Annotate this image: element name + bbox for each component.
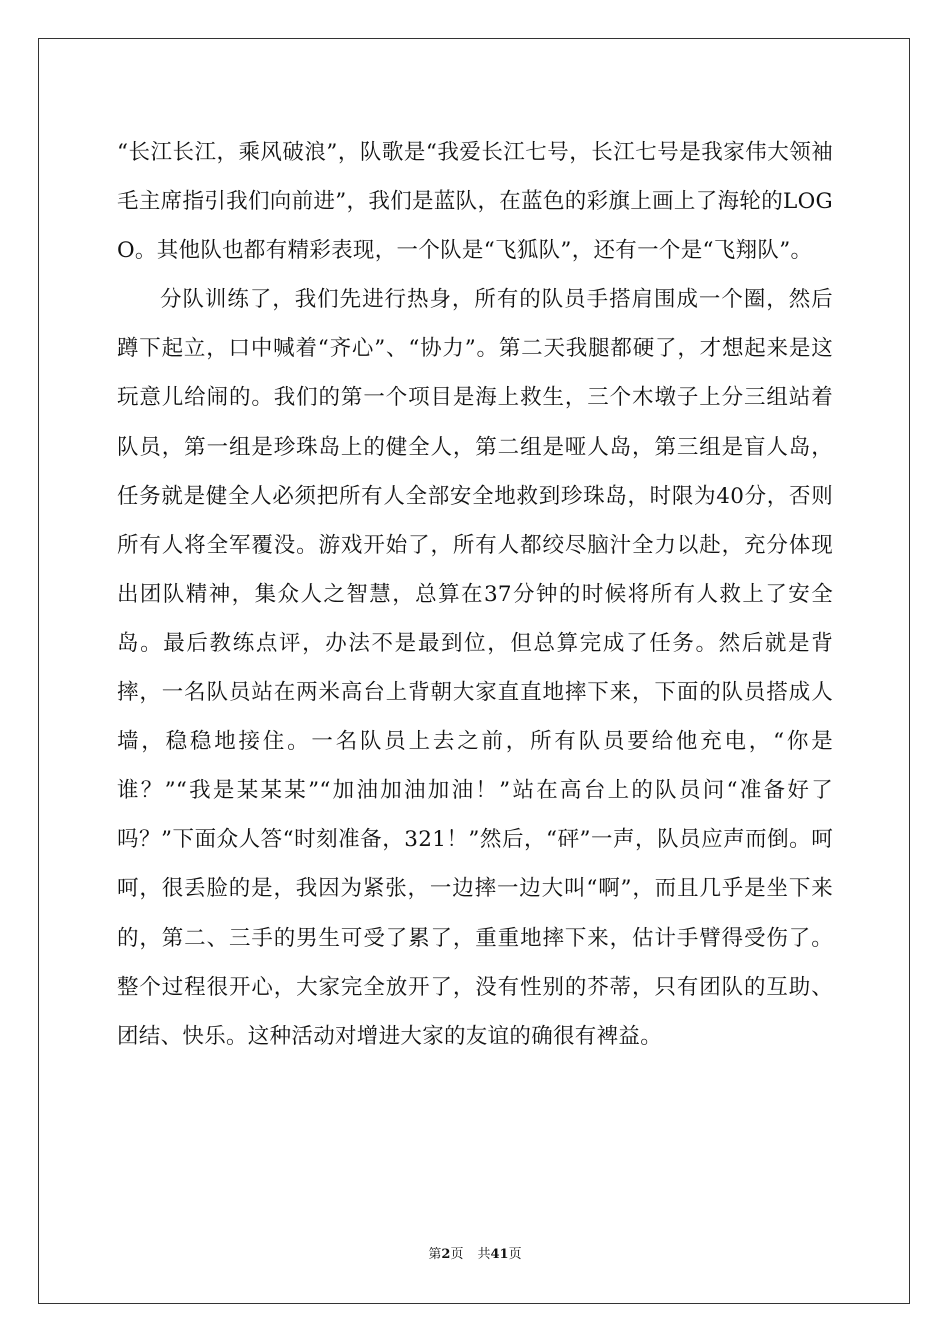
total-prefix: 共 — [477, 1247, 491, 1262]
page-current-number: 2 — [441, 1247, 451, 1262]
page-prefix: 第 — [428, 1247, 442, 1262]
paragraph-team-song: “长江长江，乘风破浪”，队歌是“我爱长江七号，长江七号是我家伟大领袖毛主席指引我们向前进”，我们是蓝队，在蓝色的彩旗上画上了海轮的LOGO。其他队也都有精彩表现，一个队是“飞狐队”，还有一个是“飞翔队”。 — [117, 140, 833, 264]
page-suffix: 页 — [450, 1247, 464, 1262]
page-footer — [0, 1246, 950, 1264]
page-total-number: 41 — [490, 1247, 509, 1262]
document-body — [117, 128, 833, 1061]
paragraph-training: 分队训练了，我们先进行热身，所有的队员手搭肩围成一个圈，然后蹲下起立，口中喊着“齐心”、“协力”。第二天我腿都硬了，才想起来是这玩意儿给闹的。我们的第一个项目是海上救生，三个木墩子上分三组站着队员，第一组是珍珠岛上的健全人，第二组是哑人岛，第三组是盲人岛，任务就是健全人必须把所有人全部安全地救到珍珠岛，时限为40分，否则所有人将全军覆没。游戏开始了，所有人都绞尽脑汁全力以赴，充分体现出团队精神，集众人之智慧，总算在37分钟的时候将所有人救上了安全岛。最后教练点评，办法不是最到位，但总算完成了任务。然后就是背摔，一名队员站在两米高台上背朝大家直直地摔下来，下面的队员搭成人墙，稳稳地接住。一名队员上去之前，所有队员要给他充电，“你是谁？”“我是某某某”“加油加油加油！”站在高台上的队员问“准备好了吗？”下面众人答“时刻准备，321！”然后，“砰”一声，队员应声而倒。呵呵，很丢脸的是，我因为紧张，一边摔一边大叫“啊”，而且几乎是坐下来的，第二、三手的男生可受了累了，重重地摔下来，估计手臂得受伤了。整个过程很开心，大家完全放开了，没有性别的芥蒂，只有团队的互助、团结、快乐。这种活动对增进大家的友谊的确很有裨益。 — [117, 287, 833, 1049]
total-suffix: 页 — [508, 1247, 522, 1262]
